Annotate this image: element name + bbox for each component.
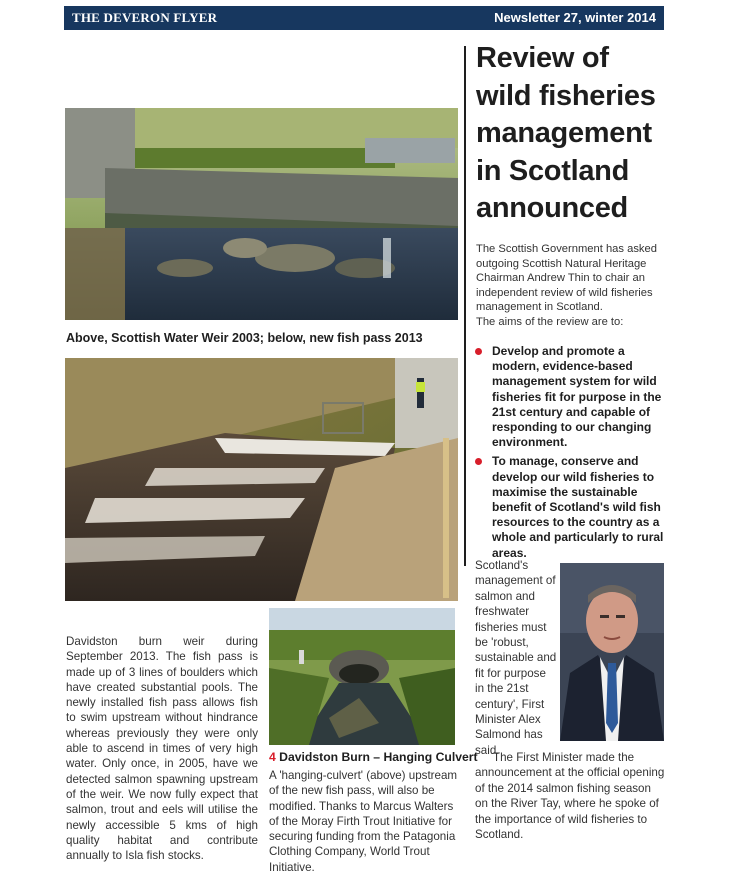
salmond-quote: Scotland's management of salmon and freshwater fisheries must be 'robust, sustainable and fit for purpose in the 21st century', First Minister Alex Salmond has said.	[475, 559, 557, 757]
culvert-paragraph: A 'hanging-culvert' (above) upstream of the new fish pass, will also be modified. Thanks to Marcus Walters of the Moray Firth Trout Initiative for securing funding from the Patagonia Clothing Company, World Trout Initiative.	[269, 769, 458, 874]
bullet-dot-icon	[475, 458, 482, 465]
weir-paragraph: Davidston burn weir during September 2013. The fish pass is made up of 3 lines of boulders which have created substantial pools. The newly installed fish pass allows fish to swim upstream without hindrance whereas previously they were only able to ascend in times of very high water. Only once, in 2005, have we detected salmon spawning upstream of the weir. We now fully expect that salmon, trout and eels will utilise the newly accessible 5 kms of high quality habitat and contribute annually to Isla fish stocks.	[66, 635, 258, 863]
masthead-bar	[64, 6, 664, 30]
headline-line: management	[476, 117, 652, 149]
photo-caption: Above, Scottish Water Weir 2003; below, new fish pass 2013	[66, 331, 423, 345]
aims-lead: The aims of the review are to:	[476, 315, 624, 328]
aims-list	[474, 344, 674, 565]
scottish-water-weir-photo	[65, 108, 458, 320]
headline-line: in Scotland	[476, 154, 629, 187]
first-minister-text: The First Minister made the announcement at the official opening of the 2014 salmon fishing season on the River Tay, where he spoke of the importance of wild fisheries to Scotland.	[475, 751, 665, 842]
culvert-heading	[269, 750, 478, 764]
issue-label: Newsletter 27, winter 2014	[494, 10, 656, 25]
new-fish-pass-photo	[65, 358, 458, 601]
article-headline	[476, 40, 676, 228]
headline-line: wild fisheries	[476, 79, 656, 112]
first-minister-portrait	[560, 563, 664, 741]
headline-line: Review of	[476, 42, 609, 74]
culvert-number: 4	[269, 750, 276, 764]
article-intro	[476, 242, 672, 330]
column-divider	[464, 46, 466, 566]
headline-line: announced	[476, 192, 628, 224]
aim-text: To manage, conserve and develop our wild fisheries to maximise the sustainable benefit of Scotland's wild fish resources to the country as a whole and particularly to rural areas.	[492, 454, 664, 560]
bullet-dot-icon	[475, 348, 482, 355]
newsletter-brand: THE DEVERON FLYER	[72, 10, 218, 25]
aim-text: Develop and promote a modern, evidence-based management system for wild fisheries fit for purpose in the 21st century and capable of responding to our changing environment.	[492, 344, 662, 450]
culvert-title: Davidston Burn – Hanging Culvert	[279, 750, 478, 764]
list-item	[474, 454, 674, 560]
hanging-culvert-photo	[269, 608, 455, 745]
list-item	[474, 344, 674, 450]
intro-paragraph: The Scottish Government has asked outgoing Scottish Natural Heritage Chairman Andrew Thin to chair an independent review of wild fisheries management in Scotland.	[476, 243, 657, 314]
first-minister-paragraph	[475, 750, 665, 842]
